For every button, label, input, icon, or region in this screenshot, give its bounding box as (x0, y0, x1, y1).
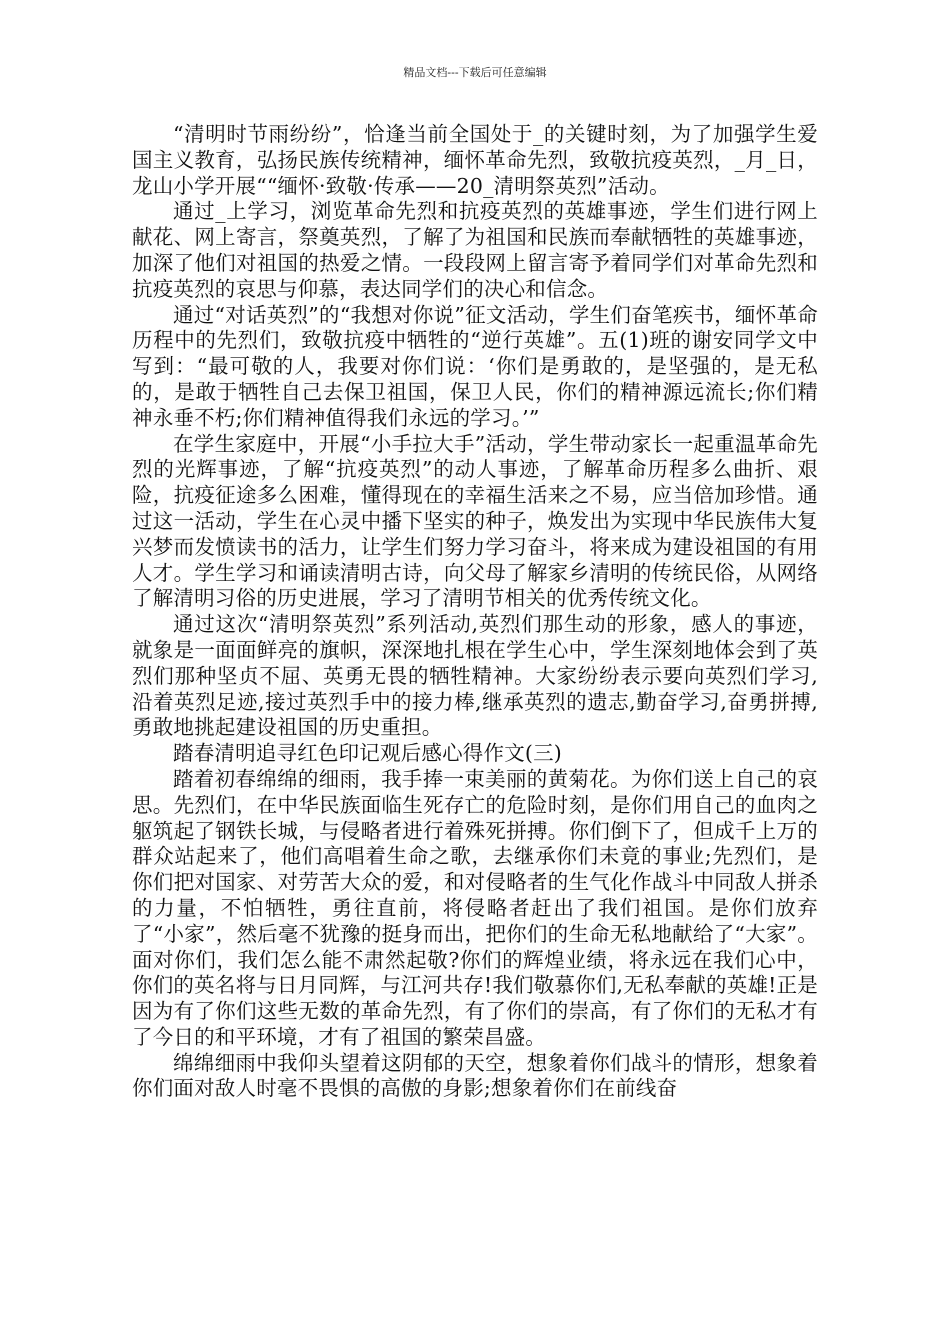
paragraph: 绵绵细雨中我仰头望着这阴郁的天空，想象着你们战斗的情形，想象着你们面对敌人时毫不畏惧的高傲的身影;想象着你们在前线奋 (132, 1050, 818, 1101)
page-header: 精品文档---下载后可任意编辑 (403, 66, 547, 79)
paragraph: “清明时节雨纷纷”，恰逢当前全国处于_的关键时刻，为了加强学生爱国主义教育，弘扬民族传统精神，缅怀革命先烈，致敬抗疫英烈，_月_日，龙山小学开展““缅怀·致敬·传承——20_清明祭英烈”活动。 (132, 122, 818, 198)
document-body (132, 122, 818, 1102)
paragraph: 通过_上学习，浏览革命先烈和抗疫英烈的英雄事迹，学生们进行网上献花、网上寄言，祭奠英烈，了解了为祖国和民族而奉献牺牲的英雄事迹，加深了他们对祖国的热爱之情。一段段网上留言寄予着同学们对革命先烈和抗疫英烈的哀思与仰慕，表达同学们的决心和信念。 (132, 199, 818, 301)
paragraph: 通过这次“清明祭英烈”系列活动,英烈们那生动的形象，感人的事迹，就象是一面面鲜亮的旗帜，深深地扎根在学生心中，学生深刻地体会到了英烈们那种坚贞不屈、英勇无畏的牺牲精神。大家纷纷表示要向英烈们学习,沿着英烈足迹,接过英烈手中的接力棒,继承英烈的遗志,勤奋学习,奋勇拼搏,勇敢地挑起建设祖国的历史重担。 (132, 612, 818, 740)
paragraph: 在学生家庭中，开展“小手拉大手”活动，学生带动家长一起重温革命先烈的光辉事迹，了解“抗疫英烈”的动人事迹，了解革命历程多么曲折、艰险，抗疫征途多么困难，懂得现在的幸福生活来之不易，应当倍加珍惜。通过这一活动，学生在心灵中播下坚实的种子，焕发出为实现中华民族伟大复兴梦而发愤读书的活力，让学生们努力学习奋斗，将来成为建设祖国的有用人才。学生学习和诵读清明古诗，向父母了解家乡清明的传统民俗，从网络了解清明习俗的历史进展，学习了清明节相关的优秀传统文化。 (132, 431, 818, 611)
section-heading: 踏春清明追寻红色印记观后感心得作文(三) (173, 741, 562, 766)
paragraph: 踏着初春绵绵的细雨，我手捧一束美丽的黄菊花。为你们送上自己的哀思。先烈们，在中华民族面临生死存亡的危险时刻，是你们用自己的血肉之躯筑起了钢铁长城，与侵略者进行着殊死拼搏。你们倒下了，但成千上万的群众站起来了，他们高唱着生命之歌，去继承你们未竟的事业;先烈们，是你们把对国家、对劳苦大众的爱，和对侵略者的生气化作战斗中同敌人拼杀的力量，不怕牺牲，勇往直前，将侵略者赶出了我们祖国。是你们放弃了“小家”，然后毫不犹豫的挺身而出，把你们的生命无私地献给了“大家”。面对你们，我们怎么能不肃然起敬?你们的辉煌业绩，将永远在我们心中，你们的英名将与日月同辉，与江河共存!我们敬慕你们,无私奉献的英雄!正是因为有了你们这些无数的革命先烈，有了你们的崇高，有了你们的无私才有了今日的和平环境，才有了祖国的繁荣昌盛。 (132, 766, 818, 1049)
paragraph: 通过“对话英烈”的“我想对你说”征文活动，学生们奋笔疾书，缅怀革命历程中的先烈们，致敬抗疫中牺牲的“逆行英雄”。五(1)班的谢安同学文中写到：“最可敬的人，我要对你们说：‘你们是勇敢的，是坚强的，是无私的，是敢于牺牲自己去保卫祖国，保卫人民，你们的精神源远流长;你们精神永垂不朽;你们精神值得我们永远的学习。’” (132, 302, 818, 430)
